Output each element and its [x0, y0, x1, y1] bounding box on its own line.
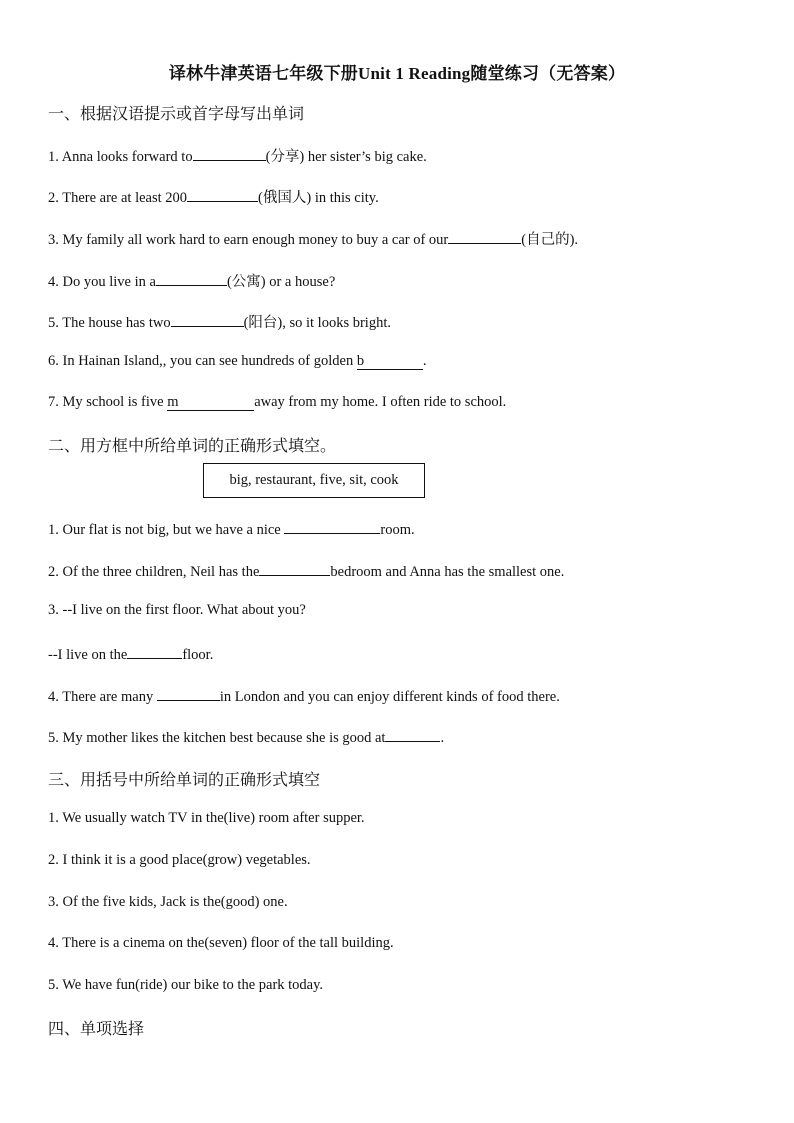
s2-item-3-reply-text-before: --I live on the	[48, 647, 128, 663]
s2-item-2-text-after: bedroom and Anna has the smallest one.	[330, 564, 565, 580]
s1-item-7	[48, 394, 506, 411]
section-3-heading: 三、用括号中所给单词的正确形式填空	[48, 770, 321, 789]
s1-item-5-text-before: 5. The house has two	[48, 315, 171, 331]
s2-item-1-blank[interactable]	[284, 519, 380, 534]
s1-item-1	[48, 145, 427, 166]
s2-item-5-text-after: .	[440, 730, 445, 746]
s1-item-5-blank[interactable]	[171, 312, 244, 327]
s2-item-4-text-before: 4. There are many	[48, 689, 157, 705]
s1-item-2-blank[interactable]	[187, 187, 258, 202]
s2-item-5-text-before: 5. My mother likes the kitchen best because she is good at	[48, 730, 386, 746]
s1-item-6-text-before: 6. In Hainan Island,, you can see hundreds of golden	[48, 353, 357, 369]
s1-item-6-hint-letter: b	[356, 353, 365, 369]
s1-item-3-blank[interactable]	[448, 229, 521, 244]
s1-item-7-text-after: away from my home. I often ride to school.	[254, 394, 507, 410]
s1-item-2-text-before: 2. There are at least 200	[48, 190, 188, 206]
s2-item-5	[48, 727, 444, 747]
s1-item-5	[48, 311, 391, 332]
s3-item-1: 1. We usually watch TV in the(live) room after supper.	[48, 810, 365, 826]
s3-item-3: 3. Of the five kids, Jack is the(good) one.	[48, 894, 288, 910]
s1-item-7-blank[interactable]	[167, 395, 254, 411]
s1-item-1-text-before: 1. Anna looks forward to	[48, 149, 193, 165]
s2-item-4-text-after: in London and you can enjoy different kinds of food there.	[219, 689, 560, 705]
s2-item-4	[48, 686, 560, 706]
s2-item-2	[48, 561, 564, 581]
s2-item-1-text-after: room.	[380, 522, 415, 538]
s1-item-7-hint-letter: m	[167, 394, 179, 410]
s3-item-4: 4. There is a cinema on the(seven) floor of the tall building.	[48, 935, 394, 951]
section-4-heading: 四、单项选择	[48, 1019, 145, 1038]
section-2-heading: 二、用方框中所给单词的正确形式填空。	[48, 436, 337, 455]
s2-item-5-blank[interactable]	[385, 727, 440, 742]
s2-item-3-reply-blank[interactable]	[127, 644, 182, 659]
s2-item-1-text-before: 1. Our flat is not big, but we have a nice	[48, 522, 285, 538]
s2-item-2-text-before: 2. Of the three children, Neil has the	[48, 564, 260, 580]
s1-item-2	[48, 186, 379, 207]
s2-item-3-reply-text-after: floor.	[182, 647, 214, 663]
s2-item-3-reply	[48, 644, 213, 664]
s1-item-6-text-after: .	[422, 353, 427, 369]
s1-item-4-text-after: (公寓) or a house?	[226, 274, 336, 290]
word-bank-box: big, restaurant, five, sit, cook	[203, 463, 425, 498]
section-1-heading: 一、根据汉语提示或首字母写出单词	[48, 104, 305, 123]
s1-item-6-blank[interactable]	[357, 354, 423, 370]
s1-item-4	[48, 270, 335, 291]
s1-item-3	[48, 228, 578, 249]
s2-item-3	[48, 602, 306, 619]
s1-item-3-text-after: (自己的).	[521, 232, 579, 248]
s2-item-3-text: 3. --I live on the first floor. What about you?	[48, 602, 306, 618]
s1-item-4-text-before: 4. Do you live in a	[48, 274, 156, 290]
s3-item-2: 2. I think it is a good place(grow) vegetables.	[48, 852, 311, 868]
s1-item-6	[48, 353, 426, 370]
s1-item-7-text-before: 7. My school is five	[48, 394, 168, 410]
s1-item-4-blank[interactable]	[156, 271, 227, 286]
s1-item-1-blank[interactable]	[193, 146, 266, 161]
page-title: 译林牛津英语七年级下册Unit 1 Reading随堂练习（无答案）	[168, 64, 626, 83]
s1-item-2-text-after: (俄国人) in this city.	[258, 190, 379, 206]
s3-item-5: 5. We have fun(ride) our bike to the park today.	[48, 977, 324, 993]
s2-item-2-blank[interactable]	[259, 561, 330, 576]
s1-item-3-text-before: 3. My family all work hard to earn enough money to buy a car of our	[48, 232, 449, 248]
s2-item-1	[48, 519, 415, 539]
s2-item-4-blank[interactable]	[157, 686, 220, 701]
s1-item-5-text-after: (阳台), so it looks bright.	[243, 315, 391, 331]
s1-item-1-text-after: (分享) her sister’s big cake.	[265, 149, 427, 165]
